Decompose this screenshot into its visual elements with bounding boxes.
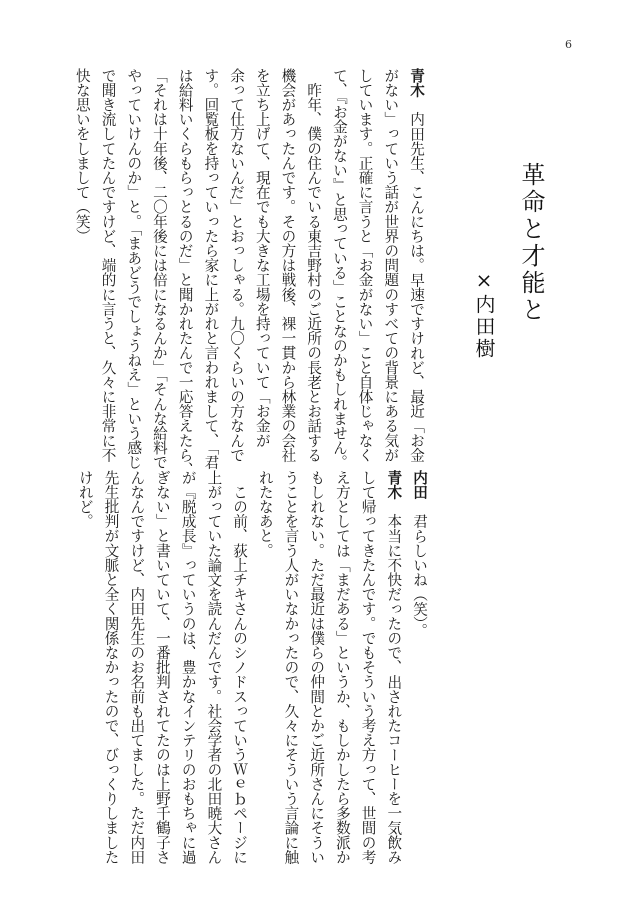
text-column	[175, 470, 201, 865]
text-column	[95, 68, 121, 463]
text-column	[149, 470, 175, 865]
column-text: を立ち上げて、現在でも大きな工場を持っていて「お金が	[253, 68, 271, 448]
column-text: 昨年、僕の住んでいる東吉野村のご近所の長老とお話する	[305, 68, 323, 463]
text-column	[326, 68, 352, 470]
lower-text-block	[72, 470, 432, 865]
column-text: 内田先生、こんにちは。早速ですけれど、最近「お金	[408, 97, 425, 463]
column-text: 快な思いをしまして（笑）	[73, 68, 91, 244]
column-text: は給料いくらもらっとるのだ」と聞かれたんで一応答えたら、	[176, 68, 194, 477]
article-title: 革命と才能と	[517, 162, 545, 324]
text-column	[355, 470, 381, 865]
column-text: して帰ってきたんです。でもそういう考え方って、世間の考	[359, 470, 377, 865]
column-text: 余って仕方ないんだ」とおっしゃる。九〇くらいの方なんで	[228, 68, 246, 463]
column-text: この前、荻上チキさんのシノドスっていうＷｅｂページに	[231, 470, 249, 865]
column-text: れたなあと。	[256, 470, 274, 558]
article-author: ×内田樹	[472, 268, 496, 360]
column-text: 本当に不快だったので、出されたコーヒーを一気飲み	[385, 499, 403, 865]
text-column	[121, 68, 147, 470]
text-column	[198, 68, 224, 470]
text-column	[223, 68, 249, 463]
column-text: もしれない。ただ最近は僕らの仲間とかご近所さんにそうい	[308, 470, 326, 865]
text-column	[72, 470, 98, 842]
text-column	[329, 470, 355, 865]
column-text: んなんですけど、内田先生のお名前も出てました。ただ内田	[128, 470, 146, 865]
text-column	[381, 470, 407, 865]
text-column	[403, 68, 429, 463]
text-column	[406, 470, 432, 842]
text-column	[249, 68, 275, 448]
column-text: ぎない」と書いていて、一番批判されてたのは上野千鶴子さ	[153, 470, 171, 865]
column-text: うことを言う人がいなかったので、久々にそういう言論に触	[282, 470, 300, 865]
column-text: がない」っていう話が世界の問題のすべての背景にある気が	[382, 68, 400, 463]
text-column	[252, 470, 278, 842]
column-text: す。回覧板を持っていったら家に上がれと言われまして、「君	[202, 68, 220, 470]
text-column	[378, 68, 404, 463]
column-text: て、『お金がない』と思っている」ことなのかもしれません。	[330, 68, 348, 470]
speaker-name: 青木	[408, 68, 425, 98]
text-column	[172, 68, 198, 477]
upper-text-block	[69, 68, 429, 477]
column-text: 上がっていた論文を読んだんです。社会学者の北田暁大さん	[205, 470, 223, 865]
text-column	[124, 470, 150, 865]
text-column	[352, 68, 378, 463]
column-text: 機会があったんです。その方は戦後、裸一貫から林業の会社	[279, 68, 297, 463]
text-column	[201, 470, 227, 865]
text-column	[98, 470, 124, 865]
column-text: 君らしいね（笑）。	[411, 499, 428, 638]
text-column	[146, 68, 172, 470]
text-column	[69, 68, 95, 438]
column-text: え方としては「まだある」というか、もしかしたら多数派か	[333, 470, 351, 865]
text-column	[300, 68, 326, 463]
column-text: やっていけんのか」と。「まあどうでしょうねえ」という感じ	[125, 68, 143, 470]
column-text: 先生批判が文脈と全く関係なかったので、びっくりしました	[102, 470, 120, 865]
column-text: で聞き流してたんですけど、端的に言うと、久々に非常に不	[99, 68, 117, 463]
column-text: 「それは十年後、二〇年後には倍になるんか」「そんな給料で	[150, 68, 168, 470]
speaker-name: 内田	[411, 470, 428, 500]
text-column	[226, 470, 252, 865]
text-column	[303, 470, 329, 865]
column-text: けれど。	[76, 470, 94, 529]
column-text: が『脱成長』っていうのは、豊かなインテリのおもちゃに過	[179, 470, 197, 865]
column-text: しています。正確に言うと「お金がない」こと自体じゃなく	[356, 68, 374, 463]
page-number: 6	[565, 38, 572, 51]
text-column	[278, 470, 304, 865]
text-column	[275, 68, 301, 463]
speaker-name: 青木	[385, 470, 403, 500]
